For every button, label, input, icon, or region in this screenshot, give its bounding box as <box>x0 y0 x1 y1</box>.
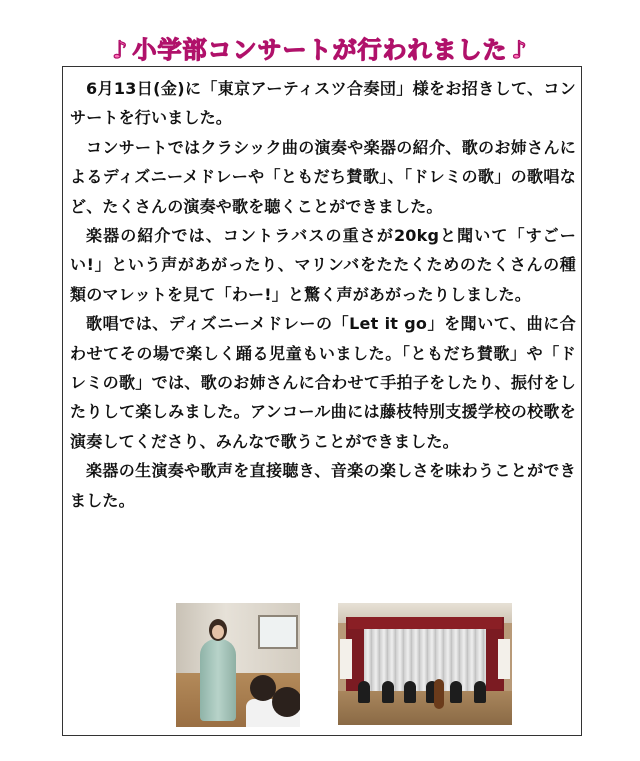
music-note-icon: ♪ <box>511 36 528 64</box>
singer-face <box>212 625 224 639</box>
page-title <box>0 30 640 65</box>
musician <box>474 681 486 703</box>
curtain-valance <box>348 617 502 629</box>
musician <box>404 681 416 703</box>
musician <box>358 681 370 703</box>
musician <box>450 681 462 703</box>
ensemble-photo <box>338 603 512 725</box>
article-paragraph: 楽器の紹介では、コントラバスの重さが20kgと聞いて「すごーい!」という声があがったり、マリンバをたたくためのたくさんの種類のマレットを見て「わー!」と驚く声があがったりしました。 <box>70 226 576 304</box>
stage-curtain <box>364 627 486 691</box>
page-title-text: 小学部コンサートが行われました <box>132 36 508 64</box>
singer-photo <box>176 603 300 727</box>
child-head <box>272 687 300 717</box>
article-paragraph: 歌唱では、ディズニーメドレーの「Let it go」を聞いて、曲に合わせてその場で楽しく踊る児童もいました。「ともだち賛歌」や「ドレミの歌」では、歌のお姉さんに合わせて手拍子をしたり、振付をしたりして楽しみました。アンコール曲には藤枝特別支援学校の校歌を演奏してくださり、みんなで歌うことができました。 <box>70 314 576 451</box>
music-note-icon: ♪ <box>112 36 129 64</box>
article-paragraph: 楽器の生演奏や歌声を直接聴き、音楽の楽しさを味わうことができました。 <box>70 461 576 510</box>
photo-window <box>258 615 298 649</box>
article-body <box>70 74 576 515</box>
banner <box>498 639 510 679</box>
banner <box>340 639 352 679</box>
article-paragraph: コンサートではクラシック曲の演奏や楽器の紹介、歌のお姉さんによるディズニーメドレーや「ともだち賛歌」、「ドレミの歌」の歌唱など、たくさんの演奏や歌を聴くことができました。 <box>70 137 576 216</box>
singer-dress <box>200 639 236 721</box>
musician <box>382 681 394 703</box>
article-paragraph: 6月13日(金)に「東京アーティスツ合奏団」様をお招きして、コンサートを行いました。 <box>70 79 576 128</box>
contrabass <box>434 679 444 709</box>
